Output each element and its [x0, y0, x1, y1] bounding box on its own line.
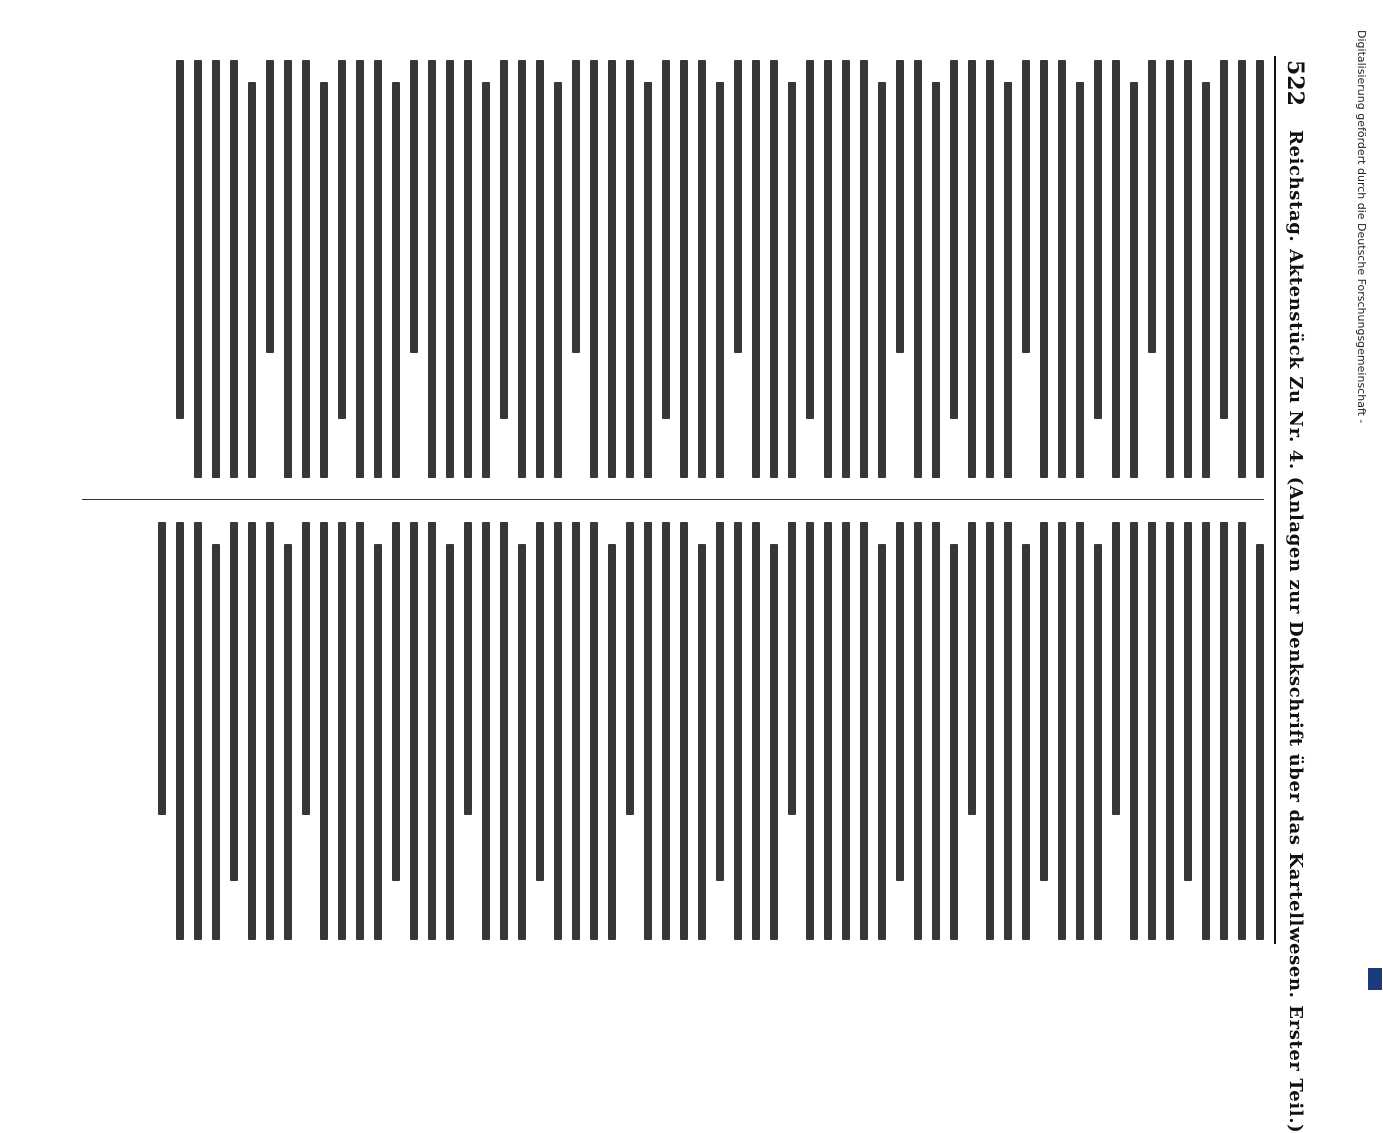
page-number: 522 — [1281, 60, 1308, 106]
text-column-right — [82, 522, 1264, 940]
page-header — [1278, 60, 1312, 1133]
running-title: Reichstag. Aktenstück Zu Nr. 4. (Anlagen zur Denkschrift über das Kartellwesen. Erster Teil.) — [1284, 130, 1306, 1133]
document-page — [72, 50, 1312, 1133]
text-column-left — [82, 60, 1264, 478]
header-rule — [1274, 56, 1276, 944]
dfg-logo — [1368, 968, 1382, 990]
digitization-credit: Digitalisierung gefördert durch die Deutsche Forschungsgemeinschaft - — [1355, 30, 1368, 424]
column-divider — [82, 499, 1264, 500]
